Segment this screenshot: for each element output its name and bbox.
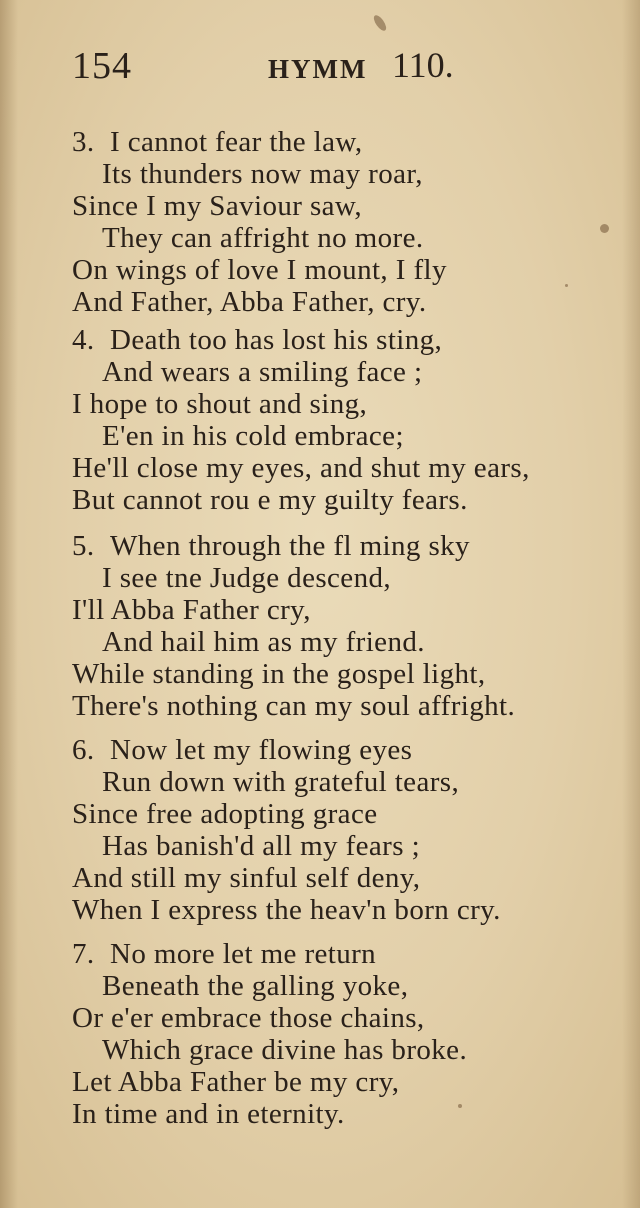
line-text: I cannot fear the law, xyxy=(110,126,363,158)
stanza-number: 3. xyxy=(72,126,95,158)
stanza-line: But cannot rou e my guilty fears. xyxy=(72,484,468,516)
stanza-line: I see tne Judge descend, xyxy=(102,562,392,594)
stanza-7 xyxy=(72,938,632,1130)
stanza-line: There's nothing can my soul affright. xyxy=(72,690,516,722)
stanza-line: I hope to shout and sing, xyxy=(72,388,368,420)
stanza-line: Which grace divine has broke. xyxy=(102,1034,468,1066)
stanza-line: I'll Abba Father cry, xyxy=(72,594,311,626)
stanza-6 xyxy=(72,734,632,926)
stanza-line: When I express the heav'n born cry. xyxy=(72,894,501,926)
stanza-line: E'en in his cold embrace; xyxy=(102,420,404,452)
stanza-number: 4. xyxy=(72,324,95,356)
stanza-line: Or e'er embrace those chains, xyxy=(72,1002,425,1034)
stanza-line: And still my sinful self deny, xyxy=(72,862,421,894)
stanza-5 xyxy=(72,530,632,722)
stanza-line xyxy=(72,530,632,562)
stanza-line: Beneath the galling yoke, xyxy=(102,970,409,1002)
stanza-line: Let Abba Father be my cry, xyxy=(72,1066,400,1098)
stanza-number: 5. xyxy=(72,530,95,562)
stanza-line xyxy=(72,126,632,158)
page-number: 154 xyxy=(72,45,132,87)
line-text: Death too has lost his sting, xyxy=(110,324,443,356)
stanza-3 xyxy=(72,126,632,318)
page-header xyxy=(72,44,472,94)
stanza-line: Since free adopting grace xyxy=(72,798,378,830)
stanza-line: They can affright no more. xyxy=(102,222,424,254)
line-text: When through the fl ming sky xyxy=(110,530,470,562)
stanza-line xyxy=(72,734,632,766)
stanza-line: Since I my Saviour saw, xyxy=(72,190,363,222)
stanza-line: Its thunders now may roar, xyxy=(102,158,423,190)
stanza-line: And Father, Abba Father, cry. xyxy=(72,286,427,318)
stanza-line: In time and in eternity. xyxy=(72,1098,345,1130)
line-text: Now let my flowing eyes xyxy=(110,734,413,766)
page-edge-shadow-left xyxy=(0,0,18,1208)
stanza-line: And wears a smiling face ; xyxy=(102,356,423,388)
stanza-line: Run down with grateful tears, xyxy=(102,766,460,798)
line-text: No more let me return xyxy=(110,938,377,970)
paper-spot xyxy=(372,13,389,32)
stanza-number: 6. xyxy=(72,734,95,766)
stanza-line: On wings of love I mount, I fly xyxy=(72,254,447,286)
hymn-number: 110. xyxy=(392,45,454,85)
running-title: HYMM xyxy=(268,54,368,84)
stanza-line: Has banish'd all my fears ; xyxy=(102,830,421,862)
stanza-line: And hail him as my friend. xyxy=(102,626,425,658)
stanza-line xyxy=(72,938,632,970)
stanza-line xyxy=(72,324,632,356)
stanza-number: 7. xyxy=(72,938,95,970)
stanza-line: He'll close my eyes, and shut my ears, xyxy=(72,452,530,484)
stanza-line: While standing in the gospel light, xyxy=(72,658,486,690)
stanza-4 xyxy=(72,324,632,516)
